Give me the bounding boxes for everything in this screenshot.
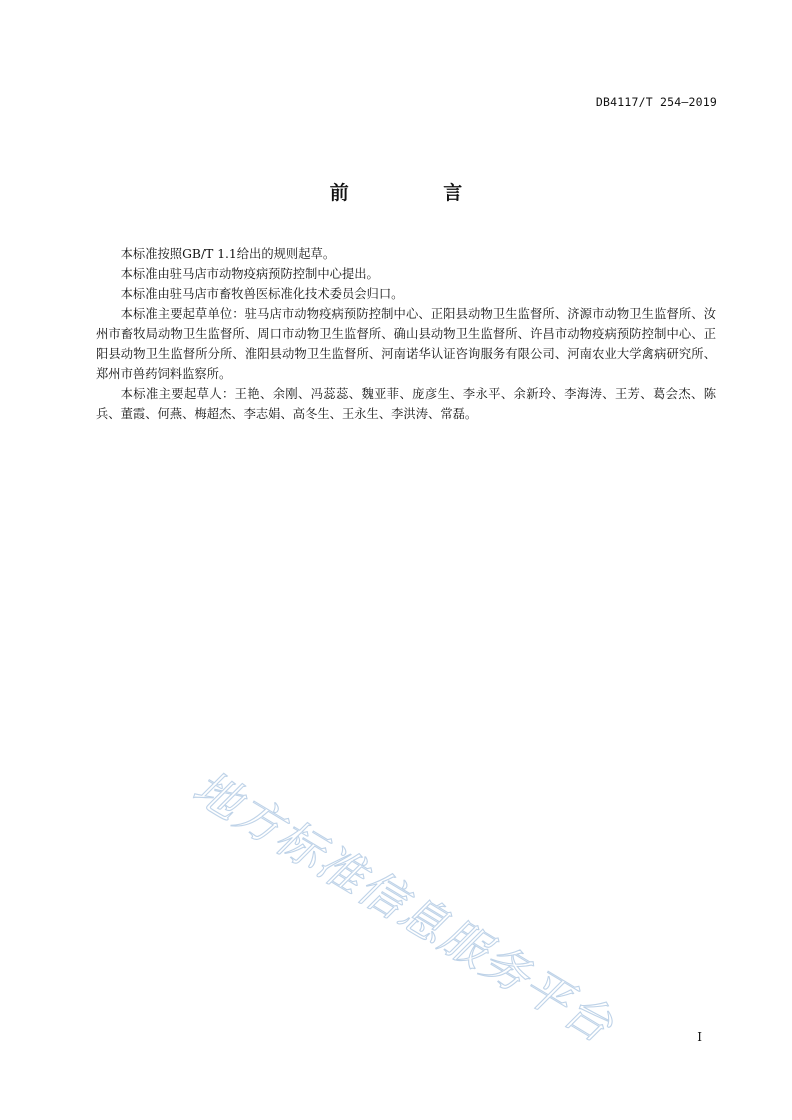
paragraph-proposer: 本标准由驻马店市动物疫病预防控制中心提出。	[120, 267, 379, 281]
page-title: 前 言	[329, 182, 507, 204]
watermark: 地方标准信息服务平台	[184, 759, 624, 1054]
page-number: I	[697, 1030, 702, 1044]
paragraph-drafters: 本标准主要起草人：王艳、余刚、冯蕊蕊、魏亚菲、庞彦生、李永平、余新玲、李海涛、王芳、葛会杰、陈兵、董霞、何燕、梅超杰、李志娟、高冬生、王永生、李洪涛、常磊。	[96, 387, 716, 421]
paragraph-drafting-rules: 本标准按照GB/T 1.1给出的规则起草。	[120, 247, 336, 261]
paragraph-committee: 本标准由驻马店市畜牧兽医标准化技术委员会归口。	[120, 287, 404, 301]
standard-code: DB4117/T 254—2019	[595, 95, 717, 109]
paragraph-drafting-units: 本标准主要起草单位：驻马店市动物疫病预防控制中心、正阳县动物卫生监督所、济源市动物卫生监督所、汝州市畜牧局动物卫生监督所、周口市动物卫生监督所、确山县动物卫生监督所、许昌市动物疫病预防控制中心、正阳县动物卫生监督所分所、淮阳县动物卫生监督所、河南诺华认证咨询服务有限公司、河南农业大学禽病研究所、郑州市兽药饲料监察所。	[96, 307, 716, 381]
foreword-body	[96, 244, 716, 424]
